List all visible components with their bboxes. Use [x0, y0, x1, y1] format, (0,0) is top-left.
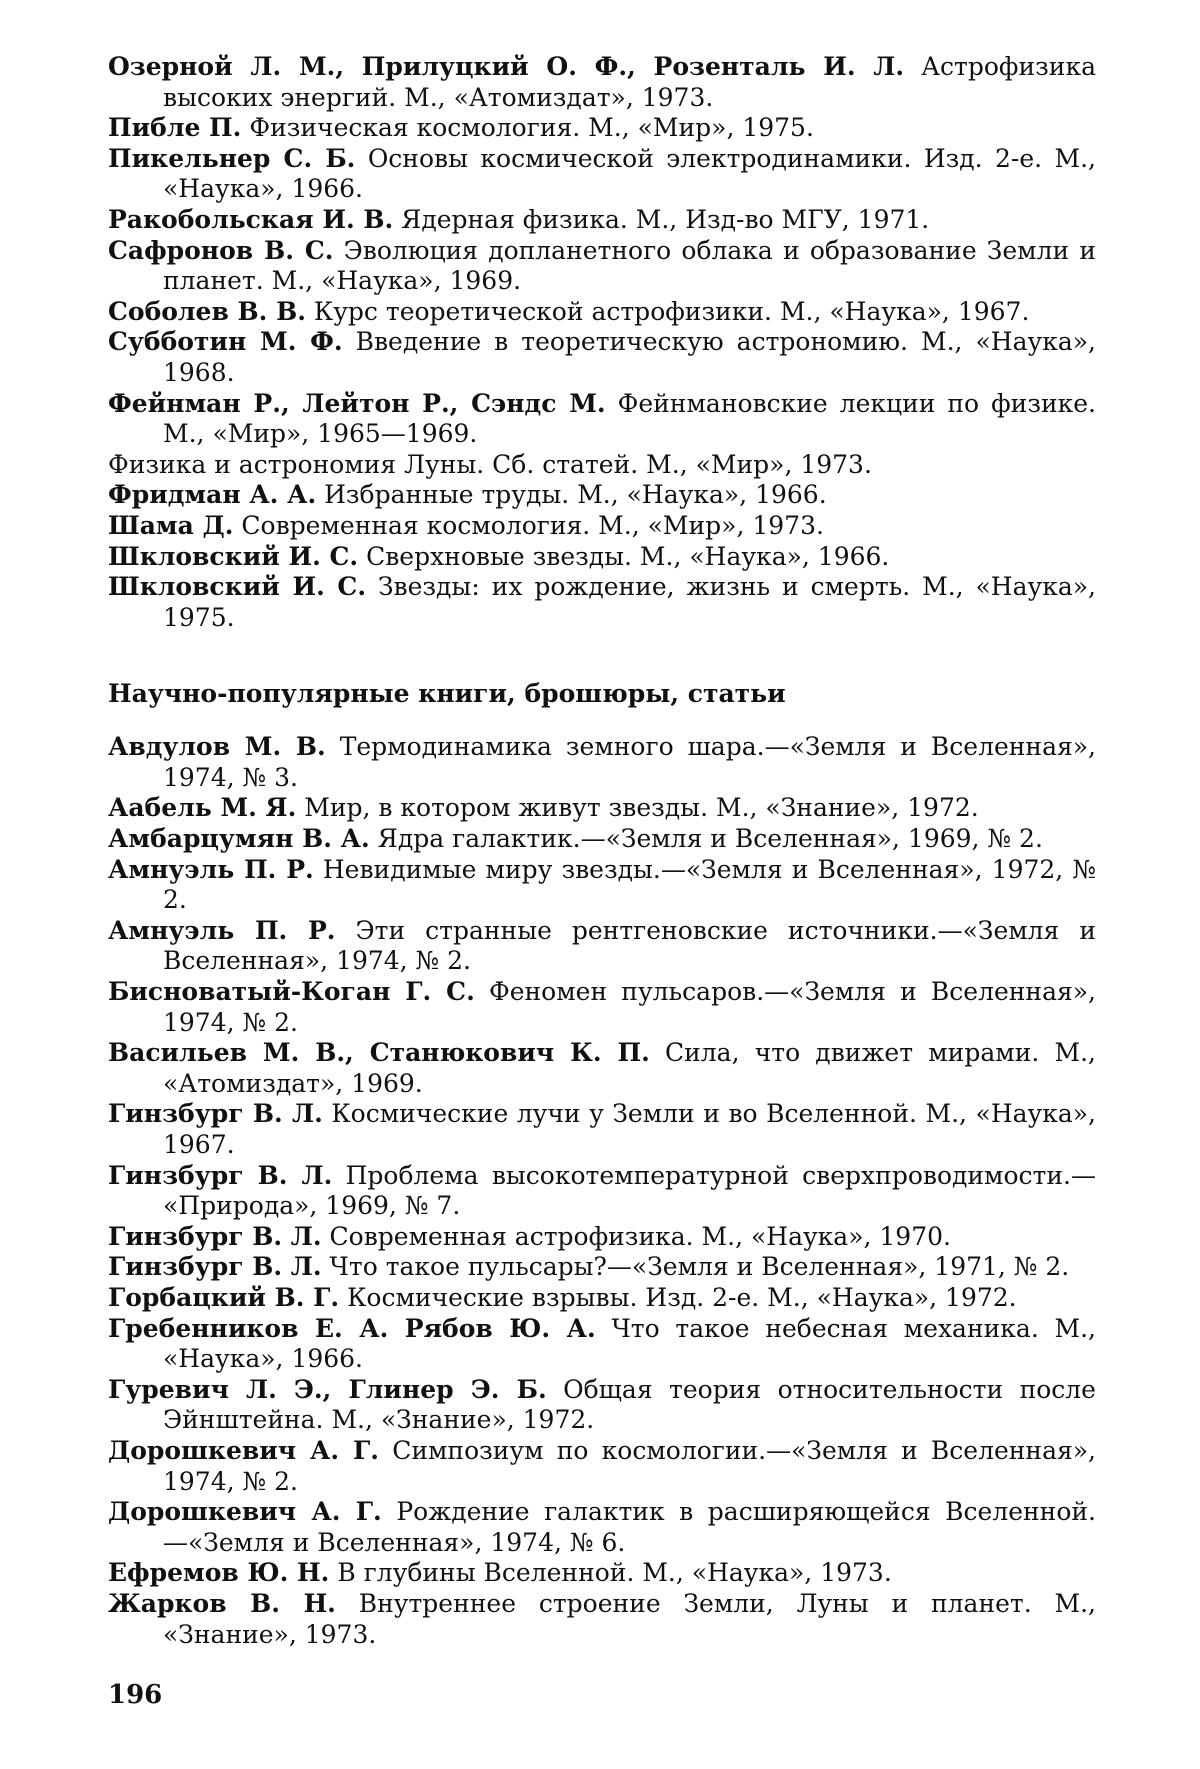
reference-text: Симпозиум по космологии.—«Земля и Вселенная», 1974, № 2. — [163, 1435, 1096, 1496]
reference-entry — [108, 542, 1096, 573]
reference-text: Современная космология. М., «Мир», 1973. — [241, 510, 824, 540]
reference-author: Пикельнер С. Б. — [108, 143, 356, 173]
reference-text: Ядерная физика. М., Изд-во МГУ, 1971. — [401, 204, 930, 234]
reference-entry — [108, 824, 1096, 855]
reference-author: Васильев М. В., Станюкович К. П. — [108, 1038, 650, 1068]
reference-text: Физика и астрономия Луны. Сб. статей. М., «Мир», 1973. — [108, 449, 872, 479]
reference-entry — [108, 977, 1096, 1038]
reference-entry — [108, 480, 1096, 511]
reference-author: Шама Д. — [108, 510, 234, 540]
reference-author: Гребенников Е. А. Рябов Ю. А. — [108, 1313, 596, 1343]
reference-entry — [108, 1252, 1096, 1283]
reference-text: Феномен пульсаров.—«Земля и Вселенная», 1974, № 2. — [163, 977, 1096, 1037]
reference-text: Мир, в котором живут звезды. М., «Знание», 1972. — [304, 793, 979, 823]
reference-author: Бисноватый-Коган Г. С. — [108, 977, 475, 1007]
reference-entry — [108, 1314, 1096, 1375]
reference-entry — [108, 1436, 1096, 1497]
reference-entry — [108, 855, 1096, 916]
reference-text: Общая теория относительности после Эйнштейна. М., «Знание», 1972. — [163, 1374, 1096, 1435]
section-title: Научно-популярные книги, брошюры, статьи — [108, 679, 786, 709]
reference-entry — [108, 1589, 1096, 1650]
reference-text: Термодинамика земного шара.—«Земля и Вселенная», 1974, № 3. — [163, 732, 1096, 792]
reference-author: Озерной Л. М., Прилуцкий О. Ф., Розенталь И. Л. — [108, 52, 905, 81]
reference-entry — [108, 1222, 1096, 1253]
reference-text: Введение в теоретическую астрономию. М., «Наука», 1968. — [163, 327, 1096, 387]
reference-text: Сила, что движет мирами. М., «Атомиздат», 1969. — [163, 1038, 1096, 1098]
reference-author: Фридман А. А. — [108, 480, 317, 510]
reference-entry — [108, 1558, 1096, 1589]
reference-author: Субботин М. Ф. — [108, 327, 343, 357]
reference-text: Что такое пульсары?—«Земля и Вселенная», 1971, № 2. — [329, 1252, 1070, 1282]
reference-author: Фейнман Р., Лейтон Р., Сэндс М. — [108, 388, 606, 418]
reference-entry — [108, 732, 1096, 793]
reference-entry — [108, 205, 1096, 236]
reference-text: Ядра галактик.—«Земля и Вселенная», 1969, № 2. — [377, 824, 1043, 854]
reference-author: Амнуэль П. Р. — [108, 854, 314, 884]
reference-entry — [108, 52, 1096, 113]
reference-author: Сафронов В. С. — [108, 235, 334, 265]
reference-text: Курс теоретической астрофизики. М., «Наука», 1967. — [313, 296, 1030, 326]
reference-text: Рождение галактик в расширяющейся Вселенной.—«Земля и Вселенная», 1974, № 6. — [163, 1497, 1096, 1557]
reference-author: Дорошкевич А. Г. — [108, 1435, 379, 1465]
reference-text: Проблема высокотемпературной сверхпроводимости.— «Природа», 1969, № 7. — [163, 1160, 1096, 1221]
reference-text: Сверхновые звезды. М., «Наука», 1966. — [366, 541, 890, 571]
reference-author: Аабель М. Я. — [108, 793, 297, 823]
reference-entry — [108, 144, 1096, 205]
reference-author: Жарков В. Н. — [108, 1588, 336, 1618]
reference-entry — [108, 113, 1096, 144]
reference-text: Космические лучи у Земли и во Вселенной. М., «Наука», 1967. — [163, 1099, 1097, 1159]
reference-text: Основы космической электродинамики. Изд. 2-е. М., «Наука», 1966. — [163, 143, 1097, 204]
reference-author: Гинзбург В. Л. — [108, 1099, 323, 1129]
reference-entry — [108, 327, 1096, 388]
references-popular-list — [108, 732, 1096, 1650]
reference-text: Астрофизика высоких энергий. М., «Атомиздат», 1973. — [163, 52, 1096, 112]
reference-text: Эволюция допланетного облака и образование Земли и планет. М., «Наука», 1969. — [163, 235, 1096, 296]
reference-author: Дорошкевич А. Г. — [108, 1497, 382, 1527]
reference-entry — [108, 1375, 1096, 1436]
reference-entry — [108, 572, 1096, 633]
reference-entry — [108, 1099, 1096, 1160]
reference-author: Амнуэль П. Р. — [108, 915, 336, 945]
reference-author: Пибле П. — [108, 113, 242, 143]
reference-entry — [108, 1497, 1096, 1558]
reference-text: Звезды: их рождение, жизнь и смерть. М., «Наука», 1975. — [163, 572, 1096, 632]
reference-entry — [108, 450, 1096, 481]
bibliography-page — [108, 52, 1096, 1650]
reference-text: Внутреннее строение Земли, Луны и планет. М., «Знание», 1973. — [163, 1588, 1096, 1649]
reference-text: Что такое небесная механика. М., «Наука», 1966. — [163, 1313, 1096, 1374]
reference-entry — [108, 916, 1096, 977]
reference-entry — [108, 1161, 1096, 1222]
reference-author: Амбарцумян В. А. — [108, 824, 370, 854]
reference-entry — [108, 793, 1096, 824]
reference-author: Гинзбург В. Л. — [108, 1160, 333, 1190]
reference-author: Шкловский И. С. — [108, 572, 367, 602]
reference-text: Невидимые миру звезды.—«Земля и Вселенная», 1972, № 2. — [163, 854, 1097, 915]
reference-entry — [108, 1038, 1096, 1099]
reference-author: Авдулов М. В. — [108, 732, 326, 762]
reference-author: Горбацкий В. Г. — [108, 1282, 340, 1312]
reference-text: Эти странные рентгеновские источники.—«Земля и Вселенная», 1974, № 2. — [163, 915, 1096, 976]
reference-text: Фейнмановские лекции по физике. М., «Мир», 1965—1969. — [163, 388, 1097, 449]
reference-text: В глубины Вселенной. М., «Наука», 1973. — [337, 1558, 892, 1588]
reference-author: Гинзбург В. Л. — [108, 1252, 322, 1282]
reference-entry — [108, 236, 1096, 297]
reference-entry — [108, 297, 1096, 328]
reference-entry — [108, 1283, 1096, 1314]
reference-author: Ракобольская И. В. — [108, 204, 394, 234]
reference-author: Гинзбург В. Л. — [108, 1221, 322, 1251]
page-number: 196 — [108, 1680, 163, 1710]
reference-author: Соболев В. В. — [108, 296, 306, 326]
reference-author: Шкловский И. С. — [108, 541, 359, 571]
reference-author: Ефремов Ю. Н. — [108, 1558, 330, 1588]
reference-text: Космические взрывы. Изд. 2-е. М., «Наука», 1972. — [347, 1282, 1017, 1312]
reference-entry — [108, 511, 1096, 542]
reference-text: Физическая космология. М., «Мир», 1975. — [249, 113, 814, 143]
reference-text: Современная астрофизика. М., «Наука», 1970. — [329, 1221, 951, 1251]
reference-author: Гуревич Л. Э., Глинер Э. Б. — [108, 1374, 547, 1404]
reference-text: Избранные труды. М., «Наука», 1966. — [324, 480, 827, 510]
references-top-list — [108, 52, 1096, 633]
reference-entry — [108, 389, 1096, 450]
